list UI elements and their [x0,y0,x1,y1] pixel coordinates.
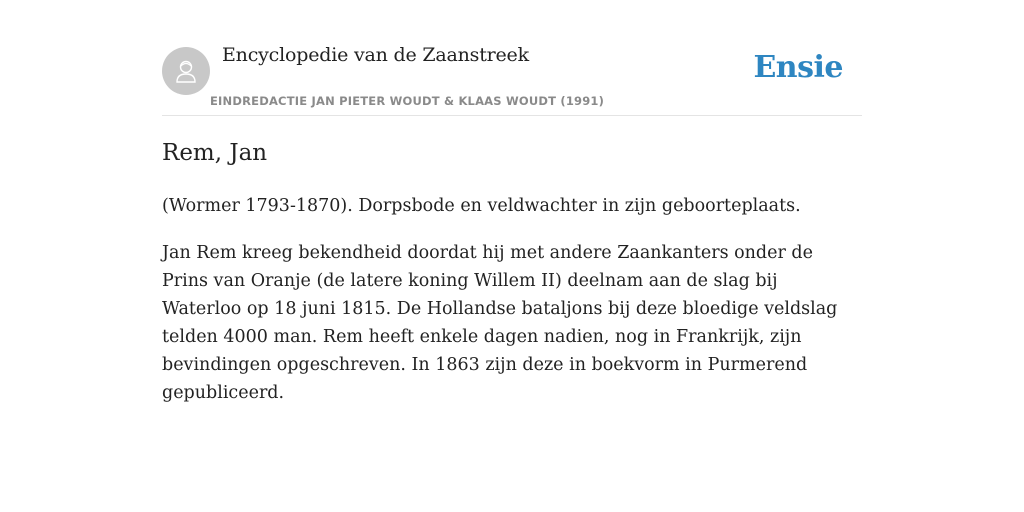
page-content [162,0,862,403]
user-icon [172,57,200,85]
source-title[interactable]: Encyclopedie van de Zaanstreek [222,44,529,66]
entry-title: Rem, Jan [162,140,268,166]
source-subtitle: EINDREDACTIE JAN PIETER WOUDT & KLAAS WOUDT (1991) [210,94,605,108]
source-header [162,0,862,116]
entry-paragraph: (Wormer 1793-1870). Dorpsbode en veldwachter in zijn geboorteplaats. [162,196,801,216]
entry-paragraph: Jan Rem kreeg bekendheid doordat hij met andere Zaankanters onder de Prins van Oranje (de latere koning Willem II) deelnam aan de slag bij Waterloo op 18 juni 1815. De Hollandse bataljons bij deze bloedige veldslag telden 4000 man. Rem heeft enkele dagen nadien, nog in Frankrijk, zijn bevindingen opgeschreven. In 1863 zijn deze in boekvorm in Purmerend gepubliceerd. [162,243,838,403]
source-avatar[interactable] [162,47,210,95]
brand-logo[interactable]: Ensie [753,50,843,85]
